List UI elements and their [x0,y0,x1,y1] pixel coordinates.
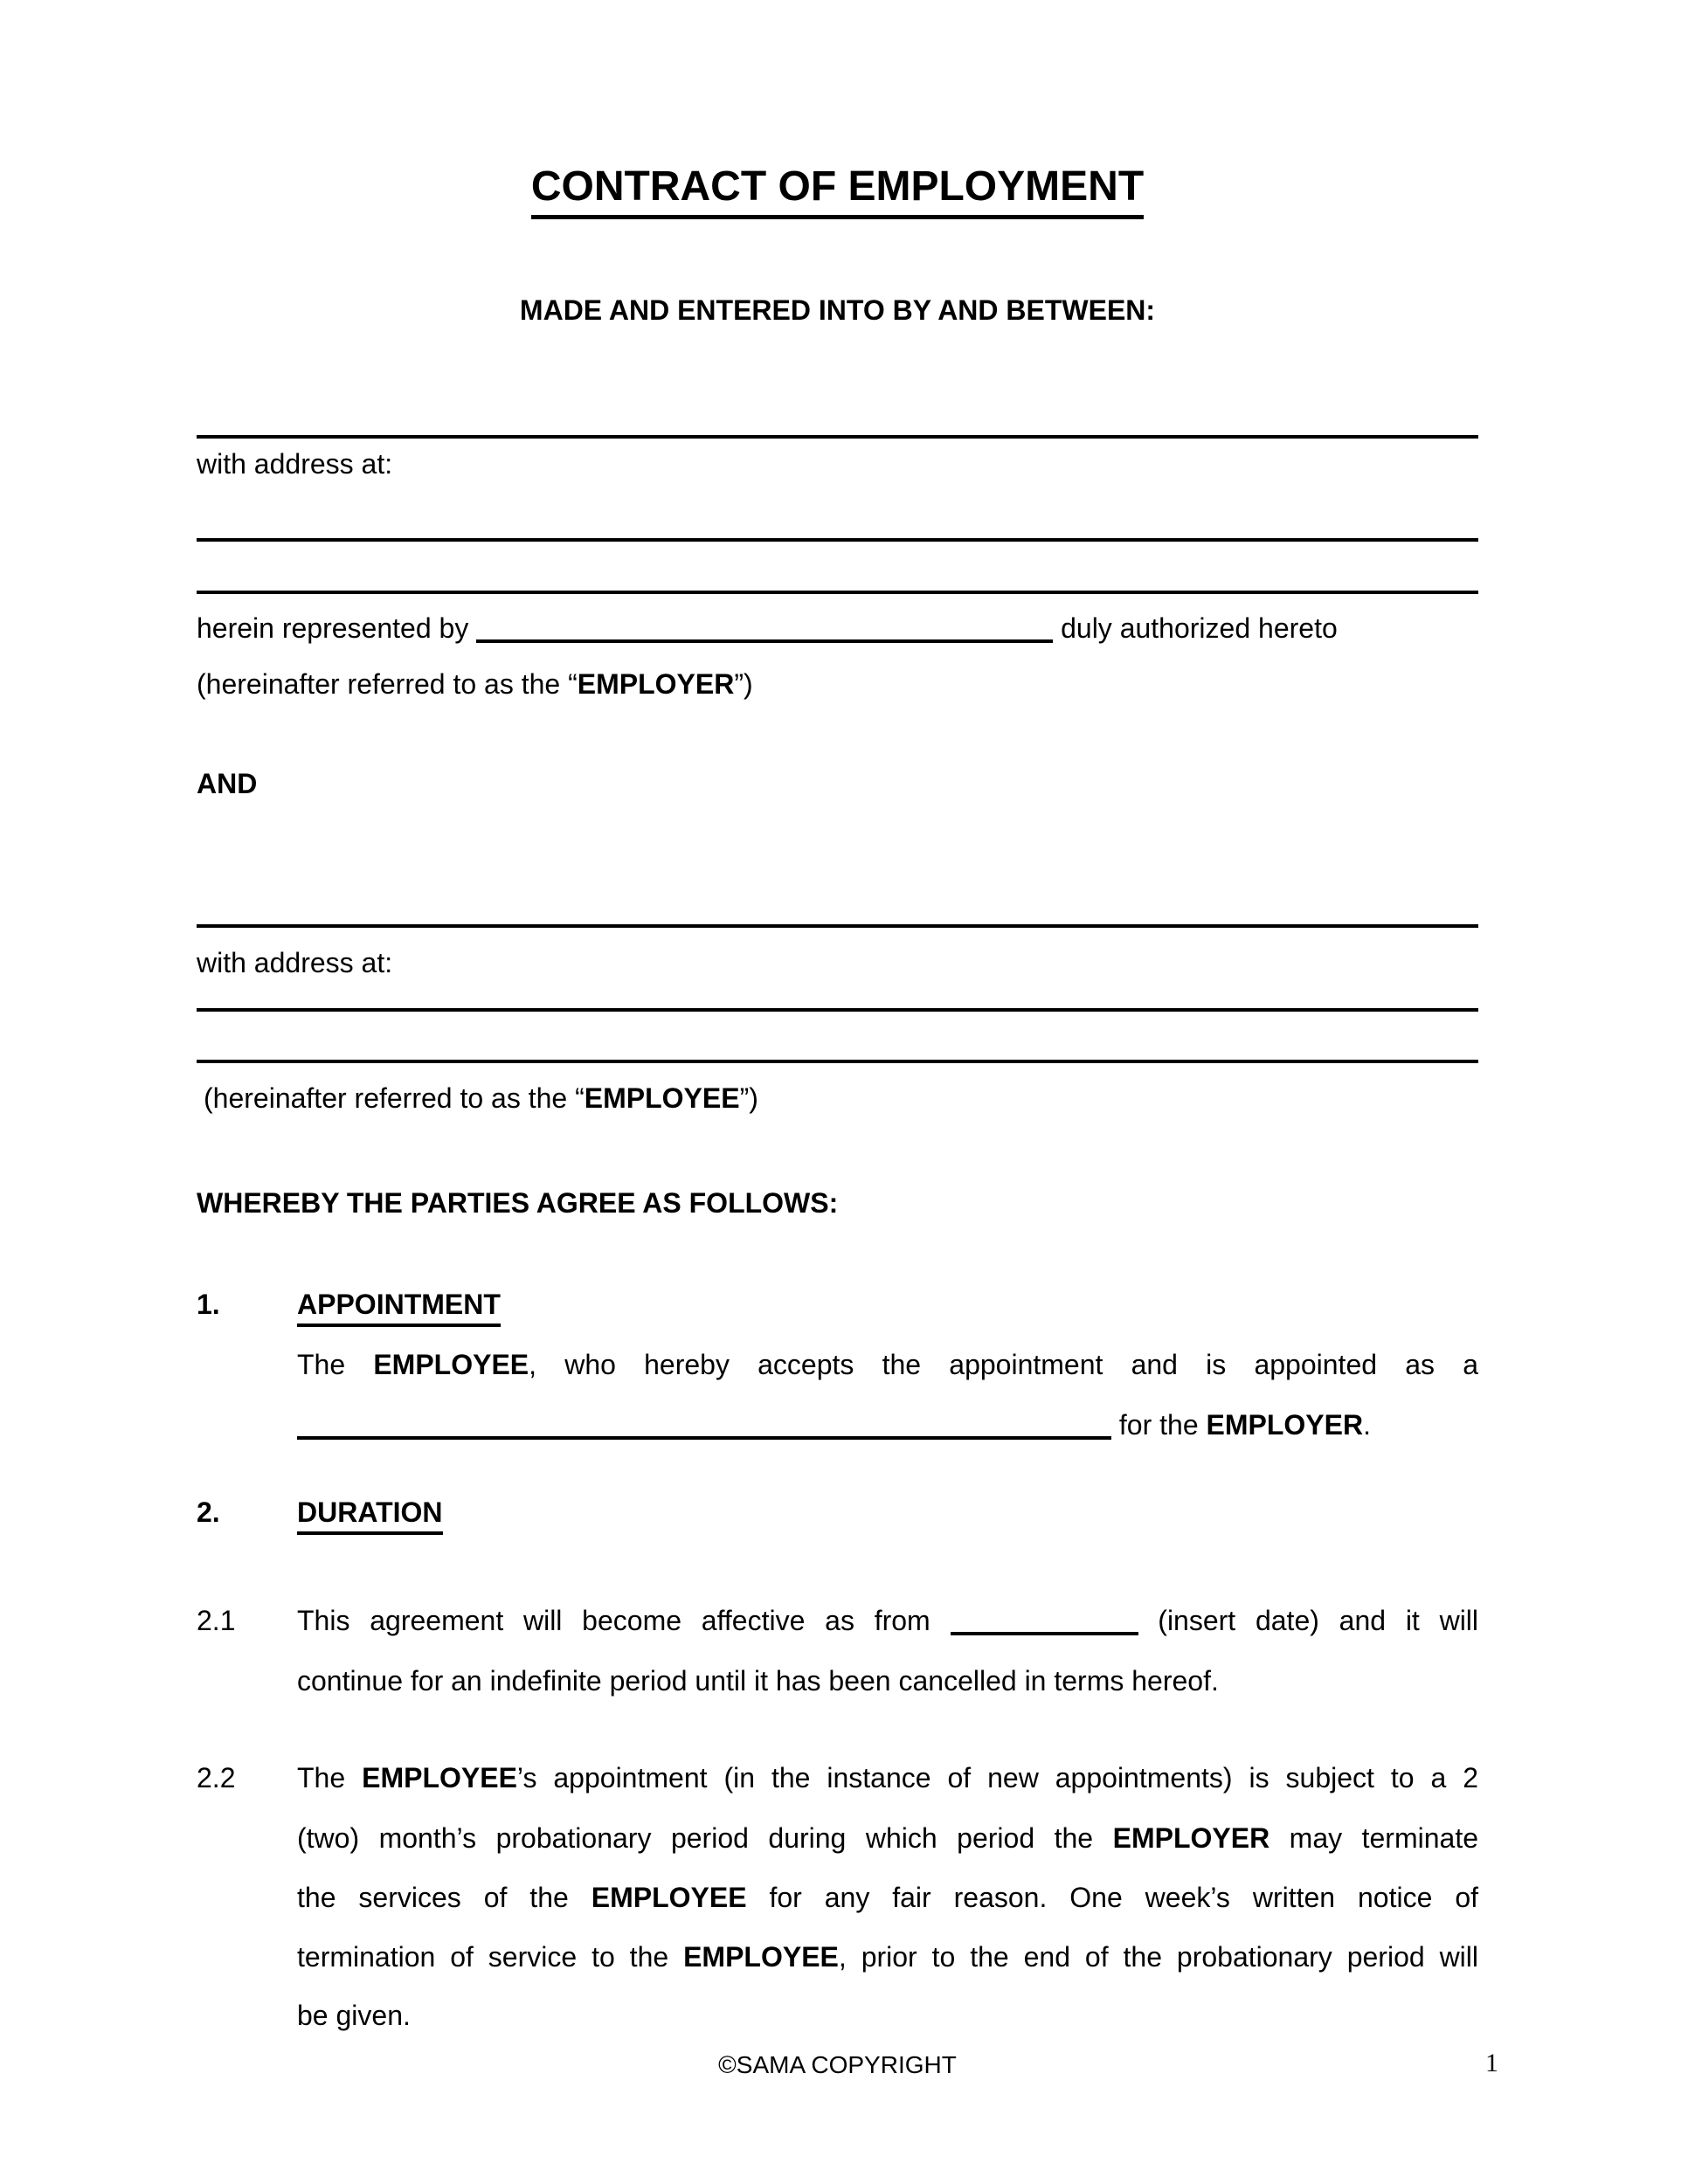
clause-2-2-line-2-seg2: may terminate [1269,1822,1479,1854]
clause-1-heading-row [197,1287,1478,1322]
agreement-heading: WHEREBY THE PARTIES AGREE AS FOLLOWS: [197,1187,839,1219]
page-title-text: CONTRACT OF EMPLOYMENT [531,163,1144,219]
clause-1-line-1-seg1: EMPLOYEE [373,1349,529,1380]
clause-2-2-line-1-seg1: EMPLOYEE [362,1762,517,1794]
clause-2-1-line-2: continue for an indefinite period until it has been cancelled in terms hereof. [297,1665,1219,1697]
clause-2-2-line-3-seg1: EMPLOYEE [591,1882,747,1913]
employee-address-blank-line-2 [197,1060,1478,1063]
page-title [197,162,1478,211]
subtitle: MADE AND ENTERED INTO BY AND BETWEEN: [519,294,1156,326]
clause-1-line-2-seg1: EMPLOYER [1206,1409,1364,1441]
clause-2-2-line-2-seg1: EMPLOYER [1112,1822,1270,1854]
employee-address-label: with address at: [197,947,393,978]
clause-2-2-line-3-seg0: the services of the [297,1882,591,1913]
clause-2-number: 2. [197,1496,220,1528]
clause-2-1-line-1 [297,1603,1478,1638]
clause-2-2-line-2-seg0: (two) month’s probationary period during which period the [297,1822,1113,1854]
clause-2-2-line-4-seg2: , prior to the end of the probationary period will [838,1941,1479,1973]
employer-address-blank-line-1 [197,538,1478,542]
clause-2-2-line-4-seg0: termination of service to the [297,1941,684,1973]
employer-alias-line [197,667,1478,702]
footer-copyright: ©SAMA COPYRIGHT [718,2051,957,2078]
employee-alias-post: ”) [739,1082,758,1114]
insert-date-blank [951,1623,1138,1635]
clause-1-line-1-seg2: , who hereby accepts the appointment and is appointed as a [529,1349,1479,1380]
clause-2-heading-row [197,1495,1478,1530]
represented-suffix: duly authorized hereto [1061,612,1338,644]
clause-1-line-1-seg0: The [297,1349,374,1380]
employee-alias-line [197,1081,1485,1116]
clause-2-2-line-3 [297,1880,1478,1915]
clause-2-2-line-1 [297,1760,1478,1795]
employer-alias-pre: (hereinafter referred to as the “ [197,668,578,700]
clause-2-1-line-1-seg0: This agreement will become affective as from [297,1605,930,1636]
clause-1-line-2-seg2: . [1363,1409,1371,1441]
clause-1-number: 1. [197,1289,220,1320]
employee-alias-term: EMPLOYEE [584,1082,740,1114]
clause-2-heading: DURATION [297,1496,443,1535]
employer-alias-term: EMPLOYER [577,668,735,700]
clause-2-2-line-4 [297,1939,1478,1974]
clause-2-2-line-4-seg1: EMPLOYEE [683,1941,839,1973]
clause-1-line-2-seg0: for the [1111,1409,1207,1441]
representative-name-blank [476,631,1053,643]
clause-1-line-1 [297,1347,1478,1382]
employee-address-blank-line-1 [197,1008,1478,1012]
employee-alias-pre: (hereinafter referred to as the “ [204,1082,585,1114]
clause-2-2-line-5: be given. [297,2000,411,2031]
clause-2-2-line-3-seg2: for any fair reason. One week’s written notice of [746,1882,1479,1913]
clause-2-2-line-1-seg0: The [297,1762,363,1794]
employer-represented-line [197,611,1478,646]
clause-2-1-number: 2.1 [197,1605,236,1636]
footer-page-number: 1 [1485,2049,1498,2077]
clause-2-2-number: 2.2 [197,1762,236,1794]
clause-2-2-line-2 [297,1821,1478,1856]
employer-name-blank-line [197,435,1478,439]
employee-name-blank-line [197,924,1478,928]
employer-address-label: with address at: [197,448,393,480]
position-title-blank [297,1427,1111,1440]
clause-1-line-2 [297,1407,1478,1442]
clause-2-1-line-1-seg1: (insert date) and it will [1158,1605,1479,1636]
employer-alias-post: ”) [734,668,753,700]
clause-2-2-line-1-seg2: ’s appointment (in the instance of new appointments) is subject to a 2 [516,1762,1479,1794]
employer-address-blank-line-2 [197,591,1478,594]
conjunction-and: AND [197,768,258,799]
clause-1-heading: APPOINTMENT [297,1289,501,1327]
represented-prefix: herein represented by [197,612,469,644]
